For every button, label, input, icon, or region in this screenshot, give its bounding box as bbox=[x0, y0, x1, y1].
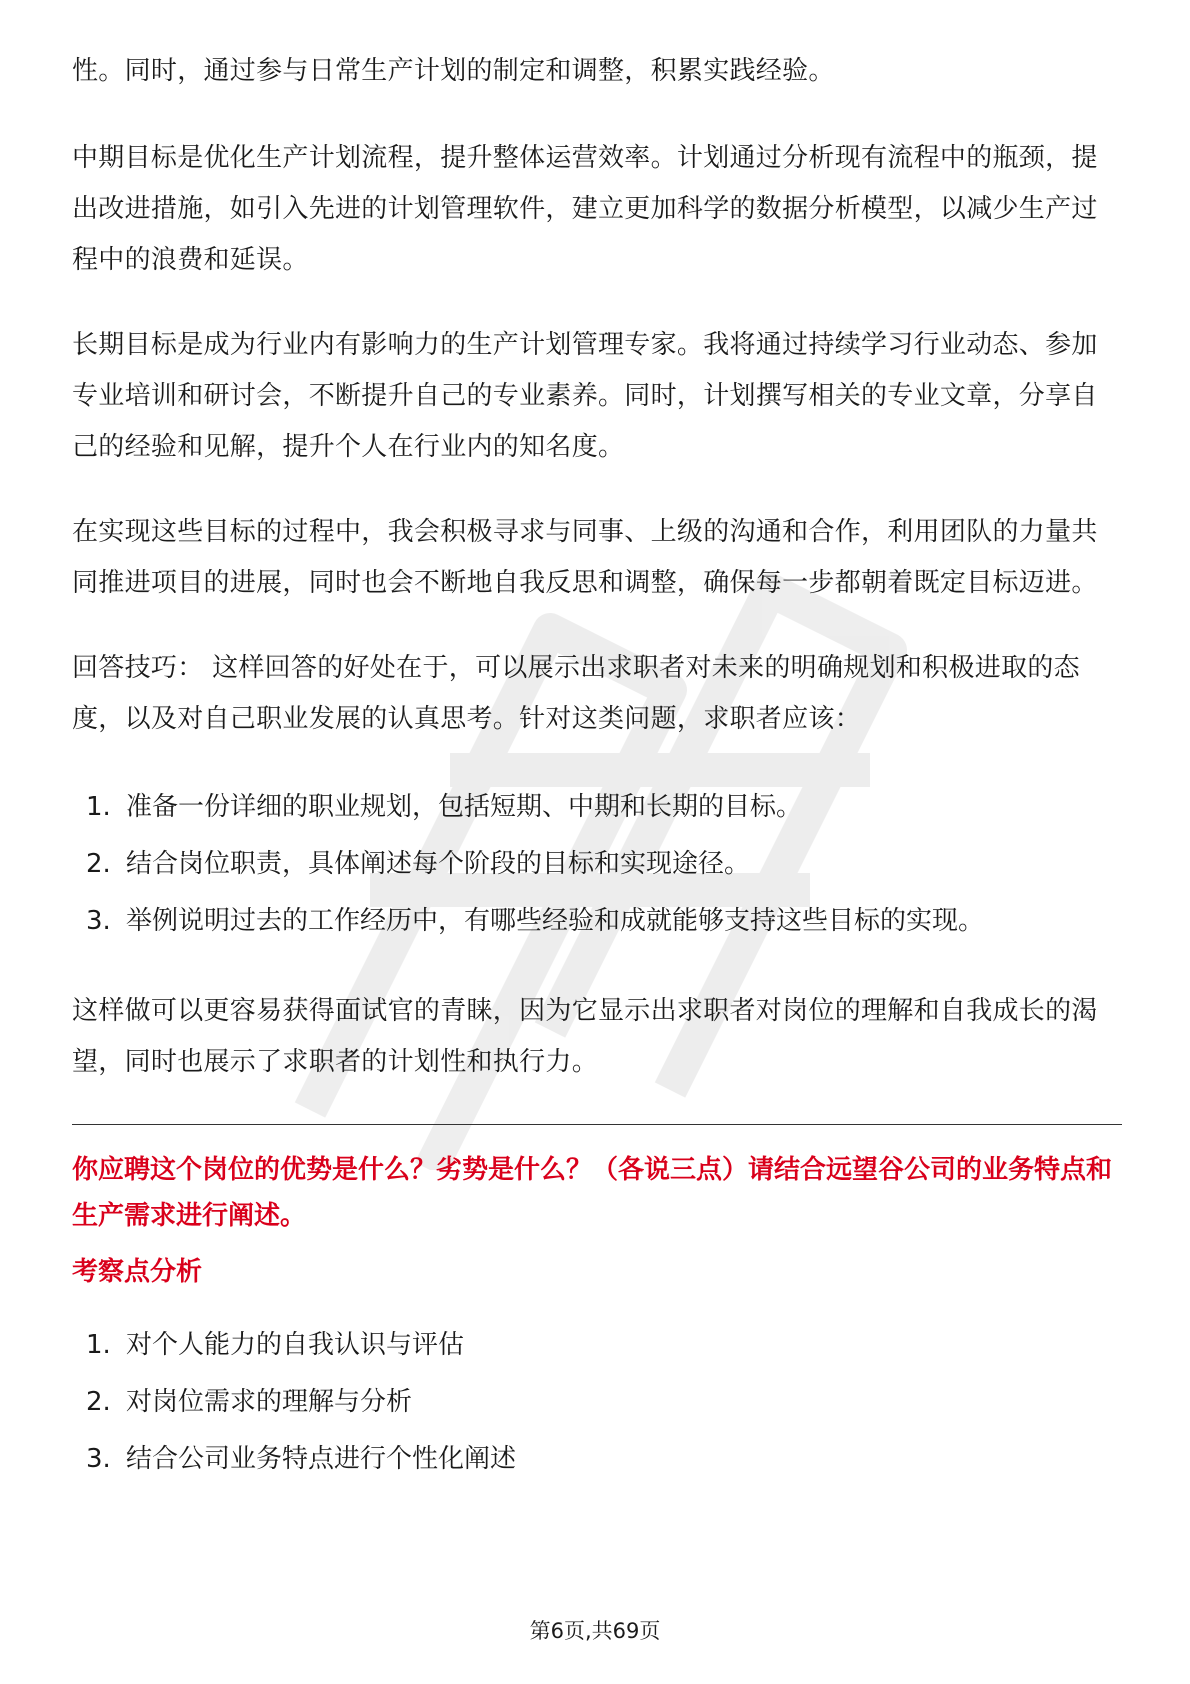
section-divider bbox=[72, 1124, 1122, 1125]
list-item-text: 准备一份详细的职业规划，包括短期、中期和长期的目标。 bbox=[126, 792, 803, 822]
list-item bbox=[72, 836, 1122, 893]
list-item-number: 3. bbox=[86, 906, 111, 936]
page-number: 第6页,共69页 bbox=[529, 1619, 661, 1643]
tips-list bbox=[72, 779, 1122, 950]
list-item-text: 结合公司业务特点进行个性化阐述 bbox=[126, 1444, 517, 1474]
list-item bbox=[72, 1374, 1122, 1431]
analysis-list bbox=[72, 1317, 1122, 1488]
paragraph-answer-tips: 回答技巧： 这样回答的好处在于，可以展示出求职者对未来的明确规划和积极进取的态度，以及对自己职业发展的认真思考。针对这类问题，求职者应该： bbox=[72, 653, 1080, 734]
list-item-text: 对岗位需求的理解与分析 bbox=[126, 1387, 413, 1417]
list-item-text: 对个人能力的自我认识与评估 bbox=[126, 1330, 465, 1360]
list-item-number: 2. bbox=[86, 1387, 111, 1417]
paragraph-long-term-goal: 长期目标是成为行业内有影响力的生产计划管理专家。我将通过持续学习行业动态、参加专业培训和研讨会，不断提升自己的专业素养。同时，计划撰写相关的专业文章，分享自己的经验和见解，提升个人在行业内的知名度。 bbox=[72, 330, 1098, 462]
list-item-number: 2. bbox=[86, 849, 111, 879]
paragraph-mid-term-goal: 中期目标是优化生产计划流程，提升整体运营效率。计划通过分析现有流程中的瓶颈，提出改进措施，如引入先进的计划管理软件，建立更加科学的数据分析模型，以减少生产过程中的浪费和延误。 bbox=[72, 143, 1098, 275]
list-item bbox=[72, 1431, 1122, 1488]
paragraph-closing: 这样做可以更容易获得面试官的青睐，因为它显示出求职者对岗位的理解和自我成长的渴望，同时也展示了求职者的计划性和执行力。 bbox=[72, 996, 1098, 1077]
analysis-heading: 考察点分析 bbox=[72, 1257, 203, 1287]
list-item bbox=[72, 1317, 1122, 1374]
list-item-text: 结合岗位职责，具体阐述每个阶段的目标和实现途径。 bbox=[126, 849, 751, 879]
list-item-text: 举例说明过去的工作经历中，有哪些经验和成就能够支持这些目标的实现。 bbox=[126, 906, 985, 936]
list-item-number: 3. bbox=[86, 1444, 111, 1474]
document-body bbox=[72, 46, 1122, 1524]
list-item bbox=[72, 779, 1122, 836]
paragraph-achieving-goals: 在实现这些目标的过程中，我会积极寻求与同事、上级的沟通和合作，利用团队的力量共同推进项目的进展，同时也会不断地自我反思和调整，确保每一步都朝着既定目标迈进。 bbox=[72, 517, 1098, 598]
list-item bbox=[72, 893, 1122, 950]
list-item-number: 1. bbox=[86, 1330, 111, 1360]
paragraph-continuation: 性。同时，通过参与日常生产计划的制定和调整，积累实践经验。 bbox=[72, 56, 835, 86]
question-title: 你应聘这个岗位的优势是什么？劣势是什么？（各说三点）请结合远望谷公司的业务特点和生产需求进行阐述。 bbox=[72, 1155, 1113, 1231]
list-item-number: 1. bbox=[86, 792, 111, 822]
